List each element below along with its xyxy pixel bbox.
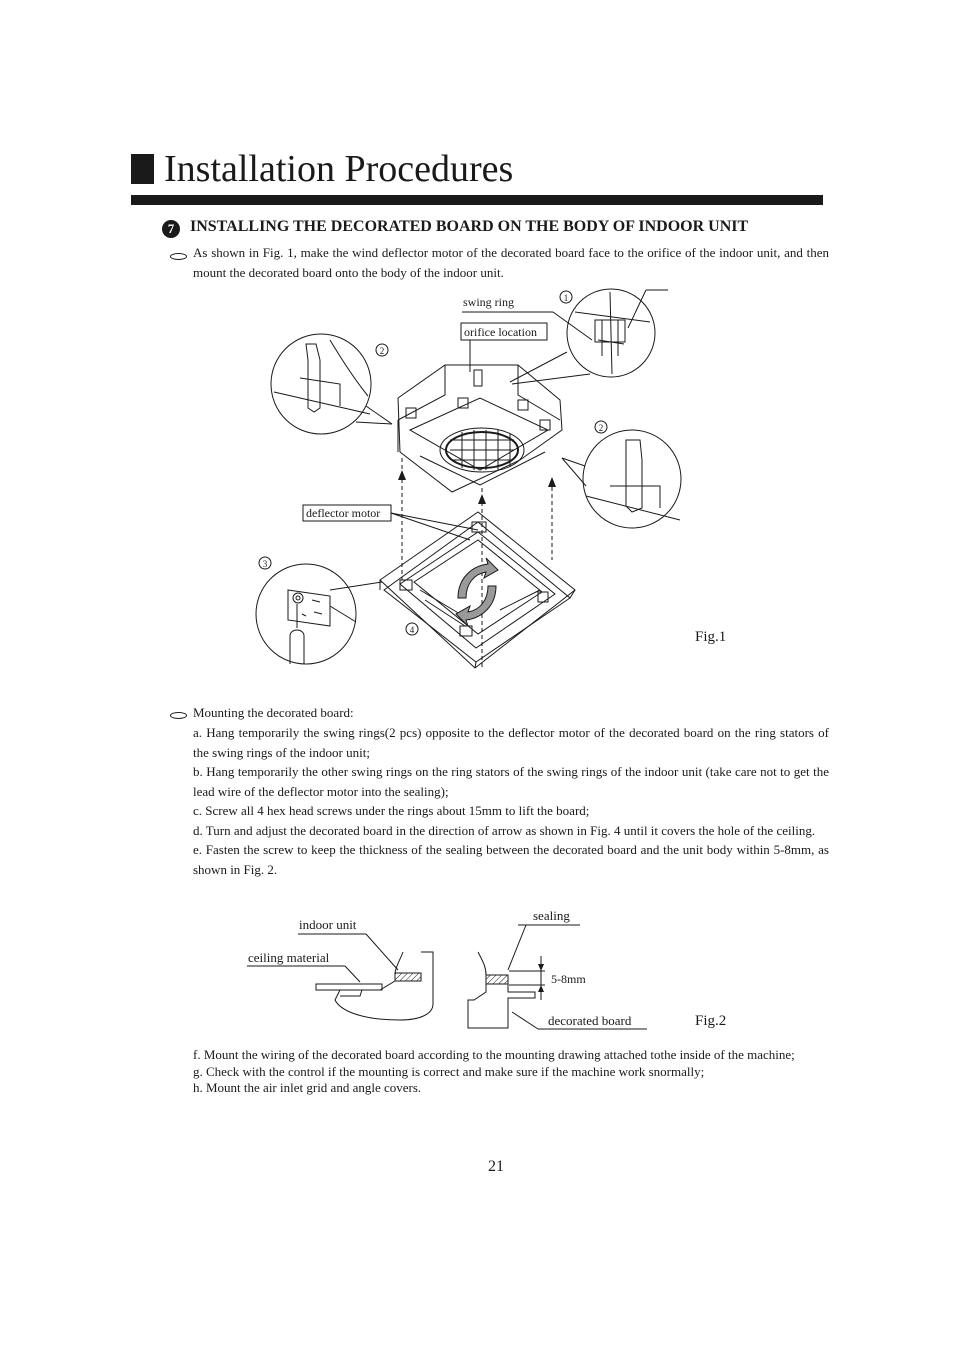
figure-2 bbox=[240, 900, 740, 1035]
mounting-steps bbox=[193, 723, 829, 879]
label-sealing: sealing bbox=[533, 908, 570, 923]
indoor-unit-drawing bbox=[398, 365, 562, 492]
section-right-drawing bbox=[468, 952, 535, 1028]
callout-4 bbox=[406, 623, 418, 635]
figure-1 bbox=[250, 282, 750, 672]
step-g: g. Check with the control if the mounting is correct and make sure if the machine work snormally; bbox=[193, 1063, 705, 1079]
label-indoor-unit: indoor unit bbox=[299, 917, 357, 932]
detail-circle-2-right bbox=[562, 430, 681, 528]
svg-text:1: 1 bbox=[563, 293, 569, 303]
label-gap: 5-8mm bbox=[551, 972, 586, 986]
rotation-arrows-icon bbox=[456, 558, 498, 626]
detail-circle-3 bbox=[256, 564, 382, 664]
svg-text:3: 3 bbox=[262, 559, 268, 569]
step-h: h. Mount the air inlet grid and angle covers. bbox=[193, 1080, 422, 1095]
section-heading: INSTALLING THE DECORATED BOARD ON THE BODY OF INDOOR UNIT bbox=[190, 218, 749, 235]
section-number-badge: 7 bbox=[162, 220, 180, 238]
step-a: a. Hang temporarily the swing rings(2 pcs) opposite to the deflector motor of the decorated board on the ring stators of the swing rings of the indoor unit; bbox=[193, 725, 829, 760]
final-steps bbox=[193, 1047, 829, 1097]
label-swing-ring: swing ring bbox=[463, 295, 514, 309]
callout-1 bbox=[560, 291, 572, 303]
detail-circle-2 bbox=[271, 334, 392, 434]
svg-text:2: 2 bbox=[379, 346, 385, 356]
step-b: b. Hang temporarily the other swing rings on the ring stators of the swing rings of the indoor unit (take care not to get the lead wire of the deflector motor into the sealing); bbox=[193, 764, 829, 799]
callout-3 bbox=[259, 557, 271, 569]
page-number: 21 bbox=[488, 1158, 504, 1175]
step-f: f. Mount the wiring of the decorated board according to the mounting drawing attached tothe inside of the machine; bbox=[193, 1047, 795, 1062]
step-c: c. Screw all 4 hex head screws under the rings about 15mm to lift the board; bbox=[193, 803, 590, 818]
callout-2 bbox=[376, 344, 388, 356]
callout-2 bbox=[595, 421, 607, 433]
label-decorated-board: decorated board bbox=[548, 1013, 632, 1028]
step-d: d. Turn and adjust the decorated board in the direction of arrow as shown in Fig. 4 until it covers the hole of the ceiling. bbox=[193, 822, 816, 838]
intro-paragraph: As shown in Fig. 1, make the wind deflector motor of the decorated board face to the orifice of the indoor unit, and then mount the decorated board onto the body of the indoor unit. bbox=[193, 245, 829, 280]
bullet-icon bbox=[170, 712, 187, 719]
label-ceiling-material: ceiling material bbox=[248, 950, 330, 965]
svg-text:2: 2 bbox=[598, 423, 604, 433]
page-title: Installation Procedures bbox=[164, 148, 514, 190]
section-left-drawing bbox=[316, 952, 433, 1020]
title-square-icon bbox=[131, 154, 154, 184]
svg-text:4: 4 bbox=[409, 625, 415, 635]
step-e: e. Fasten the screw to keep the thickness of the sealing between the decorated board and the unit body within 5-8mm, as shown in Fig. 2. bbox=[193, 842, 829, 877]
decorated-board-drawing bbox=[380, 512, 575, 668]
label-orifice-location: orifice location bbox=[464, 325, 537, 339]
label-deflector-motor: deflector motor bbox=[306, 506, 381, 520]
guide-lines bbox=[402, 458, 552, 668]
mounting-heading: Mounting the decorated board: bbox=[193, 705, 354, 720]
fig2-caption: Fig.2 bbox=[695, 1013, 727, 1029]
bullet-icon bbox=[170, 253, 187, 260]
fig1-caption: Fig.1 bbox=[695, 629, 727, 645]
arrow-heads-up bbox=[398, 470, 556, 504]
gap-dimension bbox=[509, 956, 545, 1000]
title-rule bbox=[131, 195, 823, 205]
